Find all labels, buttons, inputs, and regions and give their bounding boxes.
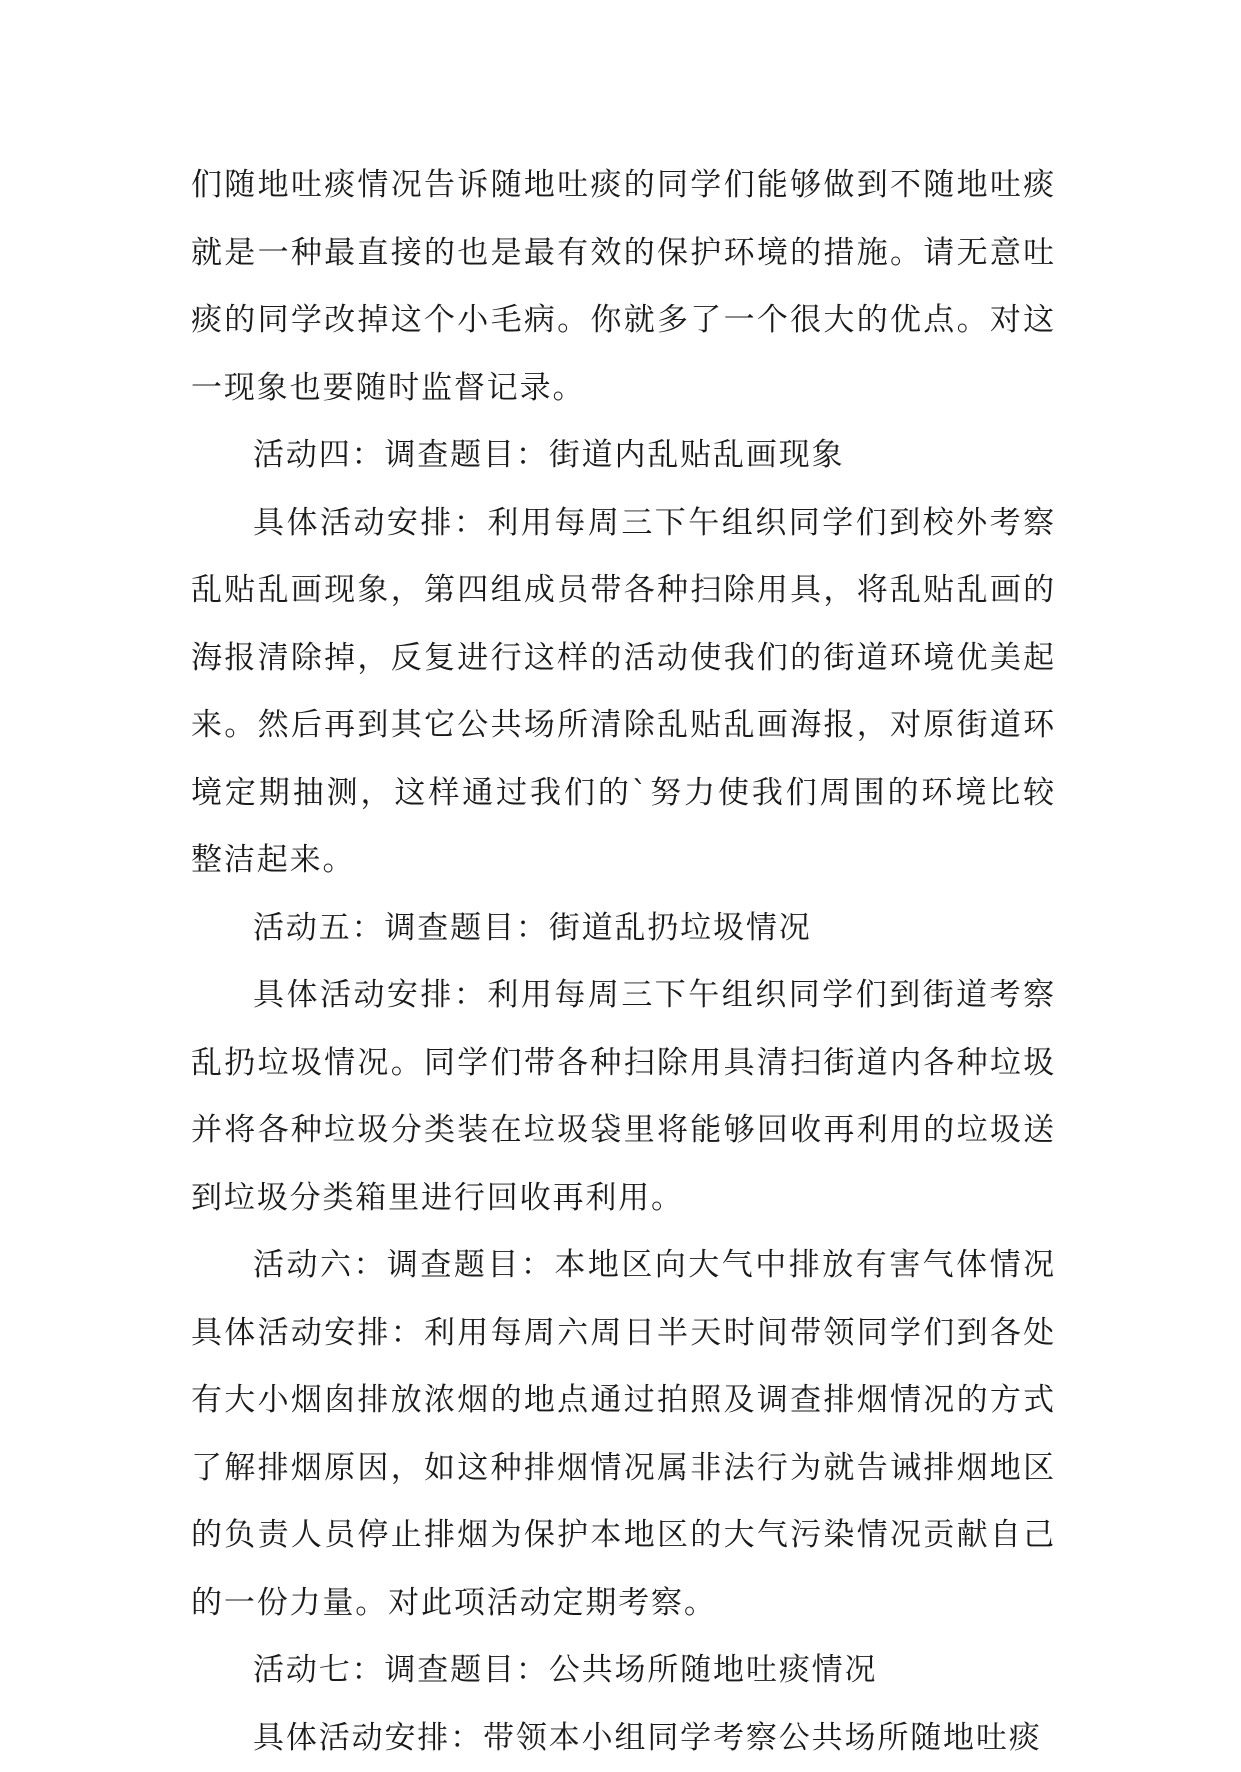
paragraph-continuation: 们随地吐痰情况告诉随地吐痰的同学们能够做到不随地吐痰就是一种最直接的也是最有效的保护环境的措施。请无意吐痰的同学改掉这个小毛病。你就多了一个很大的优点。对这一现象也要随时监督记录。 <box>191 152 1056 422</box>
document-body <box>191 152 1056 1772</box>
paragraph-activity-four-arrangement: 具体活动安排：利用每周三下午组织同学们到校外考察乱贴乱画现象，第四组成员带各种扫除用具，将乱贴乱画的海报清除掉，反复进行这样的活动使我们的街道环境优美起来。然后再到其它公共场所清除乱贴乱画海报，对原街道环境定期抽测，这样通过我们的`努力使我们周围的环境比较整洁起来。 <box>191 490 1056 895</box>
paragraph-activity-five-arrangement: 具体活动安排：利用每周三下午组织同学们到街道考察乱扔垃圾情况。同学们带各种扫除用具清扫街道内各种垃圾并将各种垃圾分类装在垃圾袋里将能够回收再利用的垃圾送到垃圾分类箱里进行回收再利用。 <box>191 962 1056 1232</box>
paragraph-activity-four-title: 活动四：调查题目：街道内乱贴乱画现象 <box>191 422 1056 490</box>
paragraph-activity-five-title: 活动五：调查题目：街道乱扔垃圾情况 <box>191 895 1056 963</box>
paragraph-activity-six: 活动六：调查题目：本地区向大气中排放有害气体情况具体活动安排：利用每周六周日半天时间带领同学们到各处有大小烟囱排放浓烟的地点通过拍照及调查排烟情况的方式了解排烟原因，如这种排烟情况属非法行为就告诫排烟地区的负责人员停止排烟为保护本地区的大气污染情况贡献自己的一份力量。对此项活动定期考察。 <box>191 1232 1056 1637</box>
paragraph-activity-seven-title: 活动七：调查题目：公共场所随地吐痰情况 <box>191 1637 1056 1705</box>
paragraph-activity-seven-arrangement: 具体活动安排：带领本小组同学考察公共场所随地吐痰 <box>191 1705 1056 1772</box>
